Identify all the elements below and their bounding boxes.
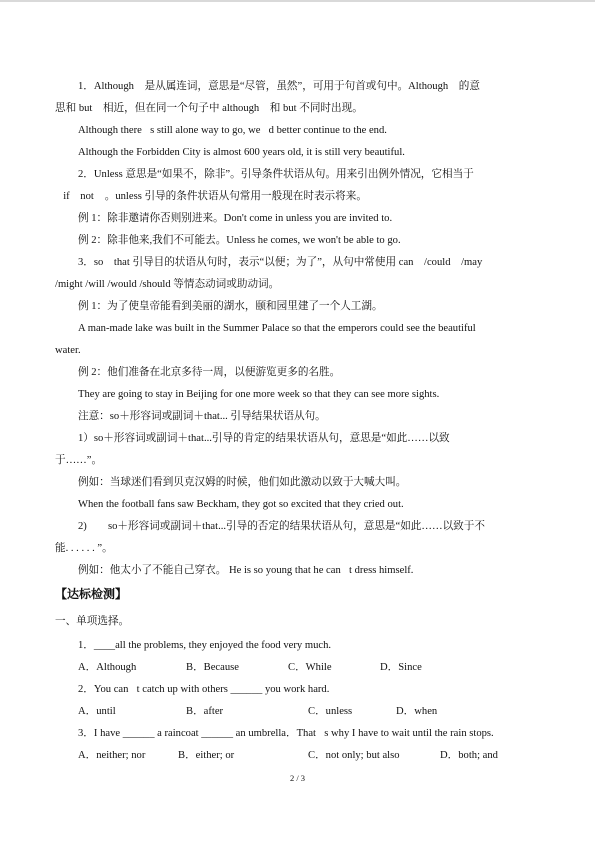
example-sentence: Although the Forbidden City is almost 600 years old, it is still very beautiful. bbox=[78, 147, 405, 158]
paragraph-line: 1．Although 是从属连词，意思是“尽管，虽然”，可用于句首或句中。Although 的意 bbox=[78, 81, 480, 92]
question-options bbox=[78, 661, 548, 675]
option-d: D．both; and bbox=[440, 750, 498, 761]
example-sentence: They are going to stay in Beijing for one more week so that they can see more sights. bbox=[78, 389, 440, 400]
section-title: 【达标检测】 bbox=[55, 587, 128, 601]
option-c: C．While bbox=[288, 662, 332, 673]
paragraph-line: 能. . . . . . ”。 bbox=[55, 543, 113, 554]
option-b: B．Because bbox=[186, 662, 239, 673]
example-line: 例 2：他们准备在北京多待一周，以便游览更多的名胜。 bbox=[78, 367, 341, 378]
option-c: C．unless bbox=[308, 706, 353, 717]
note-line: 注意：so＋形容词或副词＋that... 引导结果状语从句。 bbox=[78, 411, 326, 422]
paragraph-line: 2．Unless 意思是“如果不，除非”。引导条件状语从句。用来引出例外情况，它相当于 bbox=[78, 169, 474, 180]
question-stem: 1．____all the problems, they enjoyed the food very much. bbox=[78, 640, 332, 651]
example-line: 例如：他太小了不能自己穿衣。 He is so young that he can t dress himself. bbox=[78, 565, 414, 576]
example-line: 例如：当球迷们看到贝克汉姆的时候，他们如此激动以致于大喊大叫。 bbox=[78, 477, 407, 488]
paragraph-line: 1）so＋形容词或副词＋that...引导的肯定的结果状语从句，意思是“如此……以致 bbox=[78, 433, 450, 444]
example-sentence: When the football fans saw Beckham, they got so excited that they cried out. bbox=[78, 499, 404, 510]
question-options bbox=[78, 705, 548, 719]
option-d: D．Since bbox=[380, 662, 422, 673]
paragraph-line: 思和 but 相近，但在同一个句子中 although 和 but 不同时出现。 bbox=[55, 103, 363, 114]
example-sentence: A man-made lake was built in the Summer Palace so that the emperors could see the beautiful bbox=[78, 323, 476, 334]
question-options bbox=[78, 749, 548, 763]
example-sentence: water. bbox=[55, 345, 81, 356]
option-b: B．after bbox=[186, 706, 224, 717]
example-line: 例 2：除非他来,我们不可能去。Unless he comes, we won't be able to go. bbox=[78, 235, 401, 246]
page-number: 2 / 3 bbox=[289, 773, 306, 783]
example-line: 例 1：除非邀请你否则别进来。Don't come in unless you are invited to. bbox=[78, 213, 393, 224]
part-title: 一、单项选择。 bbox=[55, 616, 130, 627]
paragraph-line:  if not  。unless 引导的条件状语从句常用一般现在时表示将来。 bbox=[55, 191, 367, 202]
option-c: C．not only; but also bbox=[308, 750, 400, 761]
question-stem: 2．You can t catch up with others ______ you work hard. bbox=[78, 684, 330, 695]
option-b: B．either; or bbox=[178, 750, 235, 761]
example-line: 例 1：为了使皇帝能看到美丽的湖水，颐和园里建了一个人工湖。 bbox=[78, 301, 383, 312]
paragraph-line: 2) so＋形容词或副词＋that...引导的否定的结果状语从句，意思是“如此……以致于不 bbox=[78, 521, 485, 532]
question-stem: 3．I have ______ a raincoat ______ an umbrella．That s why I have to wait until the rain stops. bbox=[78, 728, 494, 739]
option-a: A．neither; nor bbox=[78, 750, 146, 761]
paragraph-line: 于……”。 bbox=[55, 455, 103, 466]
option-a: A．Although bbox=[78, 662, 137, 673]
paragraph-line: 3．so that 引导目的状语从句时，表示“以便；为了”，从句中常使用 can /could /may bbox=[78, 257, 483, 268]
example-sentence: Although there s still alone way to go, we d better continue to the end. bbox=[78, 125, 387, 136]
paragraph-line: /might /will /would /should 等情态动词或助动词。 bbox=[55, 279, 280, 290]
option-a: A．until bbox=[78, 706, 116, 717]
option-d: D．when bbox=[396, 706, 438, 717]
